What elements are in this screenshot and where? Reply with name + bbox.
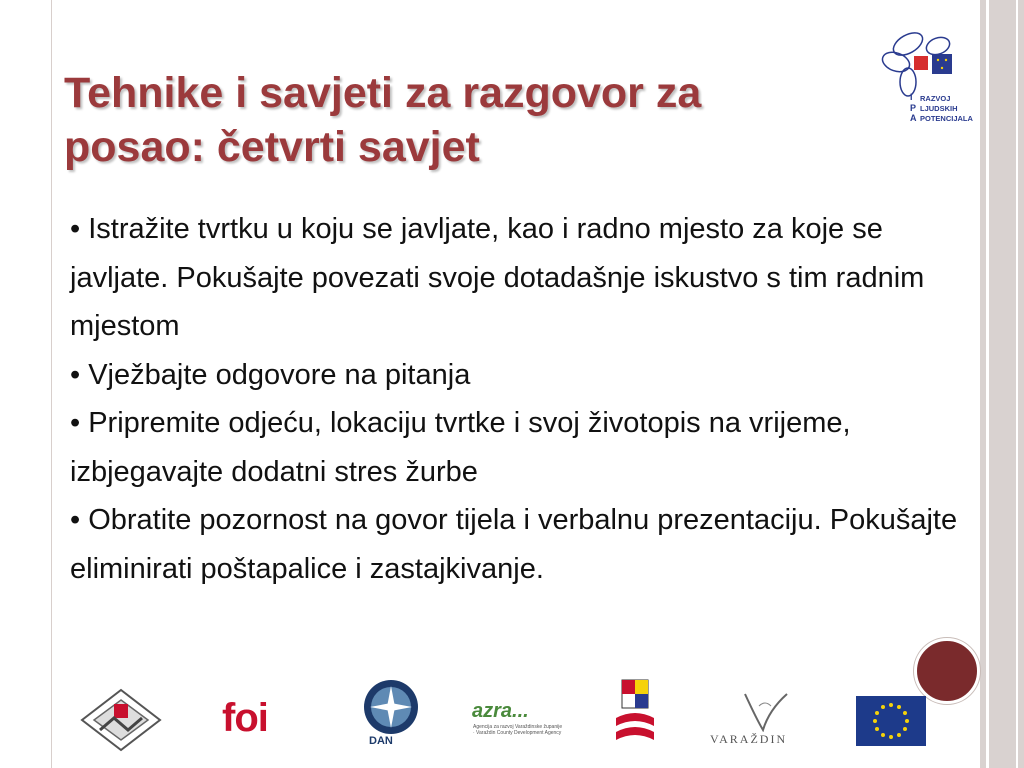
bullet-item: • Pripremite odjeću, lokaciju tvrtke i svoj životopis na vrijeme, izbjegavajte dodatni stres žurbe (70, 407, 851, 488)
county-coat-of-arms-icon (612, 678, 658, 750)
dan-compass-logo-icon (356, 678, 426, 736)
varazdin-v-logo-icon (735, 690, 795, 732)
azra-subtitle: Agencija za razvoj Varaždinske županije · Varaždin County Development Agency (473, 724, 563, 736)
slide-body (70, 205, 960, 593)
university-crest-logo-icon (80, 688, 162, 752)
varazdin-logo-label: VARAŽDIN (710, 732, 788, 746)
ipa-letters: I P A (910, 92, 917, 123)
foi-logo: foi (222, 696, 268, 740)
left-frame (0, 0, 52, 768)
dan-logo-label: DAN (369, 735, 393, 747)
right-frame-stripe (1016, 0, 1018, 768)
right-frame-stripe (986, 0, 989, 768)
ipa-tagline: RAZVOJ LJUDSKIH POTENCIJALA (920, 94, 973, 123)
slide-title: Tehnike i savjeti za razgovor za posao: četvrti savjet (64, 69, 702, 171)
decorative-circle (914, 638, 980, 704)
bullet-item: • Istražite tvrtku u koju se javljate, kao i radno mjesto za koje se javljate. Pokušajte povezati svoje dotadašnje iskustvo s tim radnim mjestom (70, 213, 925, 342)
bullet-item: • Vježbajte odgovore na pitanja (70, 358, 471, 391)
eu-flag-icon (856, 696, 926, 746)
azra-logo: azra... (472, 700, 529, 722)
bullet-item: • Obratite pozornost na govor tijela i verbalnu prezentaciju. Pokušajte eliminirati poštapalice i zastajkivanje. (70, 504, 958, 585)
